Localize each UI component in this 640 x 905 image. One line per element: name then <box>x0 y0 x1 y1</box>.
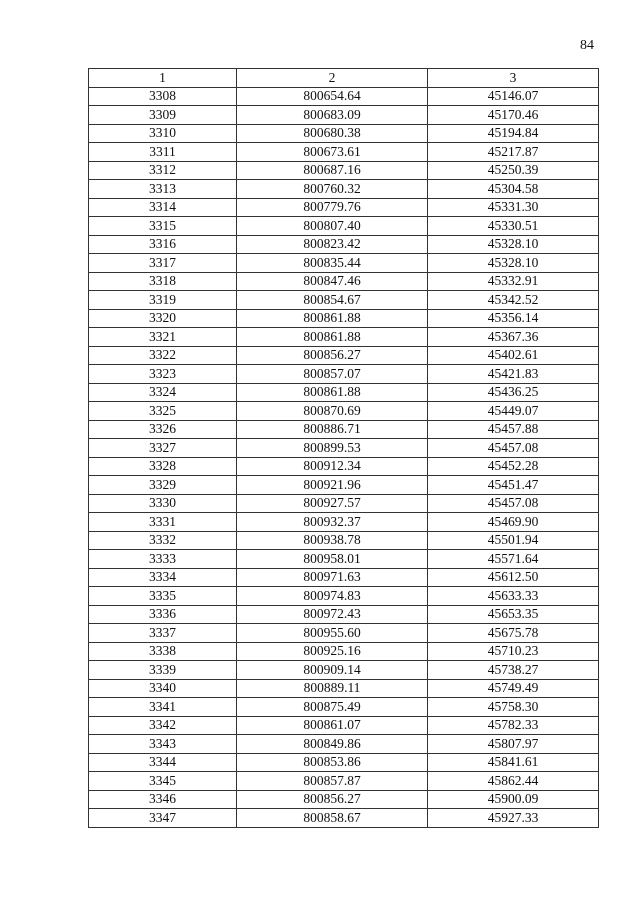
y-coordinate-cell: 45367.36 <box>428 328 599 347</box>
table-row <box>89 87 599 106</box>
table-row <box>89 439 599 458</box>
point-number-cell: 3321 <box>89 328 237 347</box>
y-coordinate-cell: 45900.09 <box>428 790 599 809</box>
table-row <box>89 753 599 772</box>
y-coordinate-cell: 45758.30 <box>428 698 599 717</box>
x-coordinate-cell: 800856.27 <box>237 790 428 809</box>
point-number-cell: 3335 <box>89 587 237 606</box>
x-coordinate-cell: 800861.88 <box>237 328 428 347</box>
table-row <box>89 124 599 143</box>
table-row <box>89 254 599 273</box>
x-coordinate-cell: 800858.67 <box>237 809 428 828</box>
point-number-cell: 3315 <box>89 217 237 236</box>
table-row <box>89 365 599 384</box>
y-coordinate-cell: 45633.33 <box>428 587 599 606</box>
point-number-cell: 3310 <box>89 124 237 143</box>
y-coordinate-cell: 45356.14 <box>428 309 599 328</box>
y-coordinate-cell: 45501.94 <box>428 531 599 550</box>
y-coordinate-cell: 45653.35 <box>428 605 599 624</box>
x-coordinate-cell: 800823.42 <box>237 235 428 254</box>
table-row <box>89 809 599 828</box>
table-row <box>89 624 599 643</box>
table-row <box>89 531 599 550</box>
x-coordinate-cell: 800925.16 <box>237 642 428 661</box>
table-row <box>89 402 599 421</box>
header-row <box>89 69 599 88</box>
y-coordinate-cell: 45675.78 <box>428 624 599 643</box>
table-row <box>89 420 599 439</box>
table-row <box>89 143 599 162</box>
x-coordinate-cell: 800760.32 <box>237 180 428 199</box>
table-row <box>89 698 599 717</box>
y-coordinate-cell: 45331.30 <box>428 198 599 217</box>
x-coordinate-cell: 800683.09 <box>237 106 428 125</box>
x-coordinate-cell: 800886.71 <box>237 420 428 439</box>
x-coordinate-cell: 800847.46 <box>237 272 428 291</box>
point-number-cell: 3324 <box>89 383 237 402</box>
table-header <box>89 69 599 88</box>
y-coordinate-cell: 45710.23 <box>428 642 599 661</box>
x-coordinate-cell: 800889.11 <box>237 679 428 698</box>
point-number-cell: 3312 <box>89 161 237 180</box>
table-row <box>89 513 599 532</box>
table-row <box>89 735 599 754</box>
table-body <box>89 87 599 827</box>
y-coordinate-cell: 45250.39 <box>428 161 599 180</box>
point-number-cell: 3338 <box>89 642 237 661</box>
y-coordinate-cell: 45451.47 <box>428 476 599 495</box>
point-number-cell: 3332 <box>89 531 237 550</box>
header-cell-1: 1 <box>89 69 237 88</box>
point-number-cell: 3342 <box>89 716 237 735</box>
table-row <box>89 161 599 180</box>
x-coordinate-cell: 800938.78 <box>237 531 428 550</box>
table-row <box>89 587 599 606</box>
x-coordinate-cell: 800958.01 <box>237 550 428 569</box>
x-coordinate-cell: 800921.96 <box>237 476 428 495</box>
table-row <box>89 790 599 809</box>
table-row <box>89 605 599 624</box>
point-number-cell: 3340 <box>89 679 237 698</box>
point-number-cell: 3308 <box>89 87 237 106</box>
header-cell-2: 2 <box>237 69 428 88</box>
table-row <box>89 106 599 125</box>
coordinates-table <box>88 68 599 828</box>
x-coordinate-cell: 800807.40 <box>237 217 428 236</box>
x-coordinate-cell: 800955.60 <box>237 624 428 643</box>
y-coordinate-cell: 45332.91 <box>428 272 599 291</box>
table-row <box>89 457 599 476</box>
table-row <box>89 198 599 217</box>
y-coordinate-cell: 45457.88 <box>428 420 599 439</box>
x-coordinate-cell: 800909.14 <box>237 661 428 680</box>
table-row <box>89 772 599 791</box>
x-coordinate-cell: 800912.34 <box>237 457 428 476</box>
table-row <box>89 716 599 735</box>
x-coordinate-cell: 800861.88 <box>237 383 428 402</box>
y-coordinate-cell: 45469.90 <box>428 513 599 532</box>
point-number-cell: 3339 <box>89 661 237 680</box>
table-row <box>89 661 599 680</box>
point-number-cell: 3314 <box>89 198 237 217</box>
x-coordinate-cell: 800857.07 <box>237 365 428 384</box>
point-number-cell: 3344 <box>89 753 237 772</box>
page-number: 84 <box>580 38 594 53</box>
table-row <box>89 550 599 569</box>
table-row <box>89 309 599 328</box>
point-number-cell: 3347 <box>89 809 237 828</box>
point-number-cell: 3328 <box>89 457 237 476</box>
point-number-cell: 3327 <box>89 439 237 458</box>
point-number-cell: 3323 <box>89 365 237 384</box>
point-number-cell: 3329 <box>89 476 237 495</box>
point-number-cell: 3330 <box>89 494 237 513</box>
x-coordinate-cell: 800779.76 <box>237 198 428 217</box>
table-row <box>89 291 599 310</box>
y-coordinate-cell: 45217.87 <box>428 143 599 162</box>
y-coordinate-cell: 45328.10 <box>428 235 599 254</box>
y-coordinate-cell: 45170.46 <box>428 106 599 125</box>
point-number-cell: 3343 <box>89 735 237 754</box>
point-number-cell: 3320 <box>89 309 237 328</box>
y-coordinate-cell: 45782.33 <box>428 716 599 735</box>
point-number-cell: 3322 <box>89 346 237 365</box>
table-row <box>89 346 599 365</box>
point-number-cell: 3309 <box>89 106 237 125</box>
table-row <box>89 568 599 587</box>
y-coordinate-cell: 45571.64 <box>428 550 599 569</box>
x-coordinate-cell: 800856.27 <box>237 346 428 365</box>
x-coordinate-cell: 800861.07 <box>237 716 428 735</box>
point-number-cell: 3346 <box>89 790 237 809</box>
table-row <box>89 217 599 236</box>
point-number-cell: 3313 <box>89 180 237 199</box>
y-coordinate-cell: 45457.08 <box>428 494 599 513</box>
y-coordinate-cell: 45841.61 <box>428 753 599 772</box>
y-coordinate-cell: 45402.61 <box>428 346 599 365</box>
x-coordinate-cell: 800853.86 <box>237 753 428 772</box>
table-row <box>89 328 599 347</box>
y-coordinate-cell: 45862.44 <box>428 772 599 791</box>
point-number-cell: 3333 <box>89 550 237 569</box>
x-coordinate-cell: 800971.63 <box>237 568 428 587</box>
x-coordinate-cell: 800972.43 <box>237 605 428 624</box>
y-coordinate-cell: 45194.84 <box>428 124 599 143</box>
y-coordinate-cell: 45927.33 <box>428 809 599 828</box>
point-number-cell: 3317 <box>89 254 237 273</box>
x-coordinate-cell: 800687.16 <box>237 161 428 180</box>
point-number-cell: 3325 <box>89 402 237 421</box>
table-row <box>89 642 599 661</box>
y-coordinate-cell: 45342.52 <box>428 291 599 310</box>
y-coordinate-cell: 45612.50 <box>428 568 599 587</box>
y-coordinate-cell: 45807.97 <box>428 735 599 754</box>
table-row <box>89 679 599 698</box>
y-coordinate-cell: 45328.10 <box>428 254 599 273</box>
x-coordinate-cell: 800854.67 <box>237 291 428 310</box>
point-number-cell: 3334 <box>89 568 237 587</box>
point-number-cell: 3316 <box>89 235 237 254</box>
x-coordinate-cell: 800870.69 <box>237 402 428 421</box>
point-number-cell: 3331 <box>89 513 237 532</box>
x-coordinate-cell: 800857.87 <box>237 772 428 791</box>
header-cell-3: 3 <box>428 69 599 88</box>
y-coordinate-cell: 45436.25 <box>428 383 599 402</box>
point-number-cell: 3341 <box>89 698 237 717</box>
x-coordinate-cell: 800654.64 <box>237 87 428 106</box>
y-coordinate-cell: 45146.07 <box>428 87 599 106</box>
table-row <box>89 494 599 513</box>
point-number-cell: 3326 <box>89 420 237 439</box>
x-coordinate-cell: 800974.83 <box>237 587 428 606</box>
table-row <box>89 272 599 291</box>
x-coordinate-cell: 800899.53 <box>237 439 428 458</box>
y-coordinate-cell: 45457.08 <box>428 439 599 458</box>
point-number-cell: 3318 <box>89 272 237 291</box>
y-coordinate-cell: 45449.07 <box>428 402 599 421</box>
y-coordinate-cell: 45452.28 <box>428 457 599 476</box>
y-coordinate-cell: 45330.51 <box>428 217 599 236</box>
x-coordinate-cell: 800927.57 <box>237 494 428 513</box>
x-coordinate-cell: 800835.44 <box>237 254 428 273</box>
x-coordinate-cell: 800673.61 <box>237 143 428 162</box>
point-number-cell: 3319 <box>89 291 237 310</box>
y-coordinate-cell: 45421.83 <box>428 365 599 384</box>
x-coordinate-cell: 800849.86 <box>237 735 428 754</box>
y-coordinate-cell: 45304.58 <box>428 180 599 199</box>
x-coordinate-cell: 800680.38 <box>237 124 428 143</box>
y-coordinate-cell: 45738.27 <box>428 661 599 680</box>
table-row <box>89 383 599 402</box>
table-row <box>89 476 599 495</box>
x-coordinate-cell: 800932.37 <box>237 513 428 532</box>
x-coordinate-cell: 800875.49 <box>237 698 428 717</box>
y-coordinate-cell: 45749.49 <box>428 679 599 698</box>
table-row <box>89 235 599 254</box>
point-number-cell: 3336 <box>89 605 237 624</box>
point-number-cell: 3337 <box>89 624 237 643</box>
table-row <box>89 180 599 199</box>
point-number-cell: 3311 <box>89 143 237 162</box>
x-coordinate-cell: 800861.88 <box>237 309 428 328</box>
point-number-cell: 3345 <box>89 772 237 791</box>
